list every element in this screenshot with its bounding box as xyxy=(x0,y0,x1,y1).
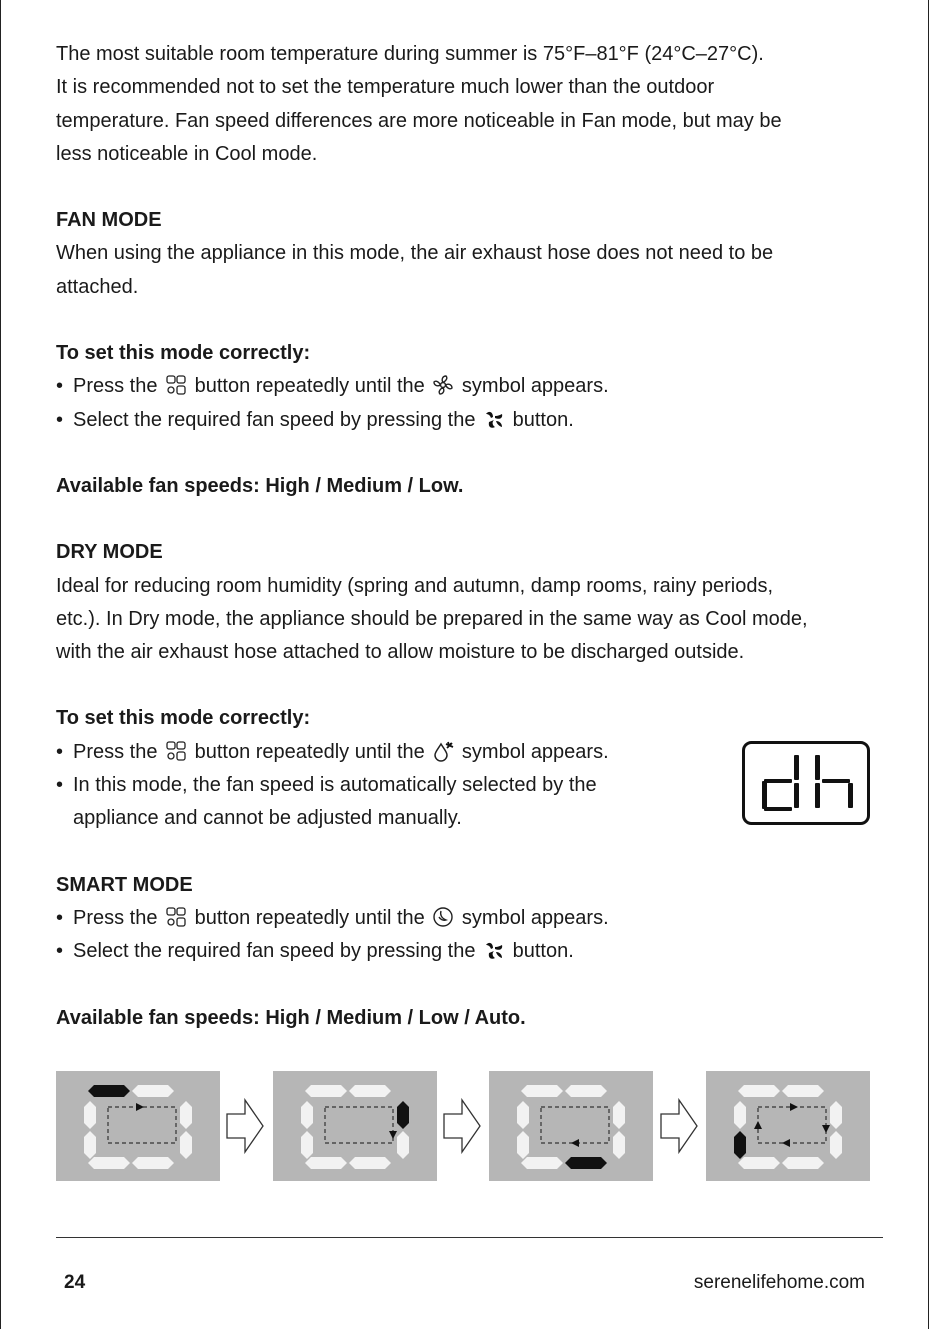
text: Select the required fan speed by pressing the xyxy=(73,408,476,431)
text: Press the xyxy=(73,375,158,398)
mode-icon xyxy=(165,374,187,396)
mode-icon xyxy=(165,906,187,928)
dry-icon xyxy=(432,740,454,762)
fan-speeds: Available fan speeds: High / Medium / Low. xyxy=(56,474,464,497)
right-arrow-icon xyxy=(659,1096,699,1156)
text: button. xyxy=(512,408,574,431)
smart-bullet-2 xyxy=(56,935,876,968)
dry-mode-heading: DRY MODE xyxy=(56,541,163,564)
display-segment xyxy=(830,1101,842,1129)
display-segment xyxy=(738,1157,780,1169)
display-segment xyxy=(305,1157,347,1169)
dry-bullet-2 xyxy=(56,769,713,836)
display-segment xyxy=(132,1157,174,1169)
page-number: 24 xyxy=(64,1272,86,1293)
display-segment xyxy=(782,1157,824,1169)
text: symbol appears. xyxy=(461,740,609,763)
display-segment xyxy=(88,1085,130,1097)
display-segment xyxy=(301,1131,313,1159)
right-arrow-icon xyxy=(442,1096,482,1156)
display-segment xyxy=(565,1157,607,1169)
fan-mode-text: When using the appliance in this mode, the air exhaust hose does not need to be xyxy=(56,242,774,265)
display-segment xyxy=(738,1085,780,1097)
cycle-arrow-left xyxy=(782,1139,790,1147)
right-arrow-icon xyxy=(225,1096,265,1156)
fan-setup-heading: To set this mode correctly: xyxy=(56,342,311,365)
cycle-arrow-down xyxy=(389,1131,397,1139)
display-segment xyxy=(830,1131,842,1159)
page-content xyxy=(56,38,876,1035)
text: button repeatedly until the xyxy=(194,740,425,763)
display-segment xyxy=(734,1101,746,1129)
display-segment xyxy=(521,1157,563,1169)
text: symbol appears. xyxy=(461,375,609,398)
text: appliance and cannot be adjusted manually. xyxy=(73,807,462,830)
cycle-arrow-down xyxy=(822,1125,830,1133)
auto-sequence xyxy=(56,1071,870,1181)
smart-bullet-1 xyxy=(56,902,876,935)
dry-setup-heading: To set this mode correctly: xyxy=(56,707,311,730)
smart-mode-heading: SMART MODE xyxy=(56,873,193,896)
fan-bullet-2 xyxy=(56,404,876,437)
text: button repeatedly until the xyxy=(194,375,425,398)
cycle-path xyxy=(541,1107,609,1143)
intro-line: temperature. Fan speed differences are more noticeable in Fan mode, but may be xyxy=(56,109,782,132)
display-text: dh xyxy=(742,741,744,742)
smart-speeds: Available fan speeds: High / Medium / Low / Auto. xyxy=(56,1006,526,1029)
dry-mode-text: etc.). In Dry mode, the appliance should be prepared in the same way as Cool mode, xyxy=(56,607,808,630)
display-segment xyxy=(349,1085,391,1097)
display-segment xyxy=(84,1101,96,1129)
display-segment xyxy=(84,1131,96,1159)
display-segment xyxy=(565,1085,607,1097)
display-segment xyxy=(349,1157,391,1169)
dry-mode-text: Ideal for reducing room humidity (spring and autumn, damp rooms, rainy periods, xyxy=(56,574,774,597)
intro-line: The most suitable room temperature during summer is 75°F–81°F (24°C–27°C). xyxy=(56,43,764,65)
display-segment xyxy=(132,1085,174,1097)
cycle-path xyxy=(758,1107,826,1143)
cycle-path xyxy=(325,1107,393,1143)
display-segment xyxy=(734,1131,746,1159)
display-segment xyxy=(88,1157,130,1169)
cycle-path xyxy=(108,1107,176,1143)
mode-icon xyxy=(165,740,187,762)
sequence-panel-1 xyxy=(56,1071,220,1181)
cycle-arrow-right xyxy=(790,1103,798,1111)
text: symbol appears. xyxy=(461,906,609,929)
text: Press the xyxy=(73,740,158,763)
fan-icon xyxy=(432,374,454,396)
display-segment xyxy=(613,1101,625,1129)
display-segment xyxy=(305,1085,347,1097)
sequence-panel-3 xyxy=(489,1071,653,1181)
display-segment xyxy=(301,1101,313,1129)
cycle-arrow-left xyxy=(571,1139,579,1147)
fan-bullet-1 xyxy=(56,370,876,403)
sequence-panel-4 xyxy=(706,1071,870,1181)
display-segment xyxy=(517,1131,529,1159)
display-segment xyxy=(613,1131,625,1159)
fan-mode-heading: FAN MODE xyxy=(56,209,162,232)
cycle-arrow-up xyxy=(754,1121,762,1129)
display-segment xyxy=(397,1101,409,1129)
fan-speed-icon xyxy=(483,408,505,430)
intro-line: less noticeable in Cool mode. xyxy=(56,142,318,165)
text: Press the xyxy=(73,906,158,929)
text: button repeatedly until the xyxy=(194,906,425,929)
display-segment xyxy=(517,1101,529,1129)
website-link[interactable]: serenelifehome.com xyxy=(693,1272,865,1293)
sequence-panel-2 xyxy=(273,1071,437,1181)
display-segment xyxy=(397,1131,409,1159)
display-segment xyxy=(521,1085,563,1097)
cycle-arrow-right xyxy=(136,1103,144,1111)
footer-divider xyxy=(56,1237,883,1238)
fan-mode-text: attached. xyxy=(56,275,139,298)
text: Select the required fan speed by pressing the xyxy=(73,940,476,963)
fan-speed-icon xyxy=(483,939,505,961)
smart-icon xyxy=(432,906,454,928)
text: In this mode, the fan speed is automatically selected by the xyxy=(73,774,597,797)
display-segment xyxy=(180,1101,192,1129)
dh-display xyxy=(742,741,870,825)
intro-line: It is recommended not to set the temperature much lower than the outdoor xyxy=(56,76,715,99)
display-segment xyxy=(782,1085,824,1097)
dry-mode-text: with the air exhaust hose attached to allow moisture to be discharged outside. xyxy=(56,641,745,664)
text: button. xyxy=(512,940,574,963)
display-segment xyxy=(180,1131,192,1159)
